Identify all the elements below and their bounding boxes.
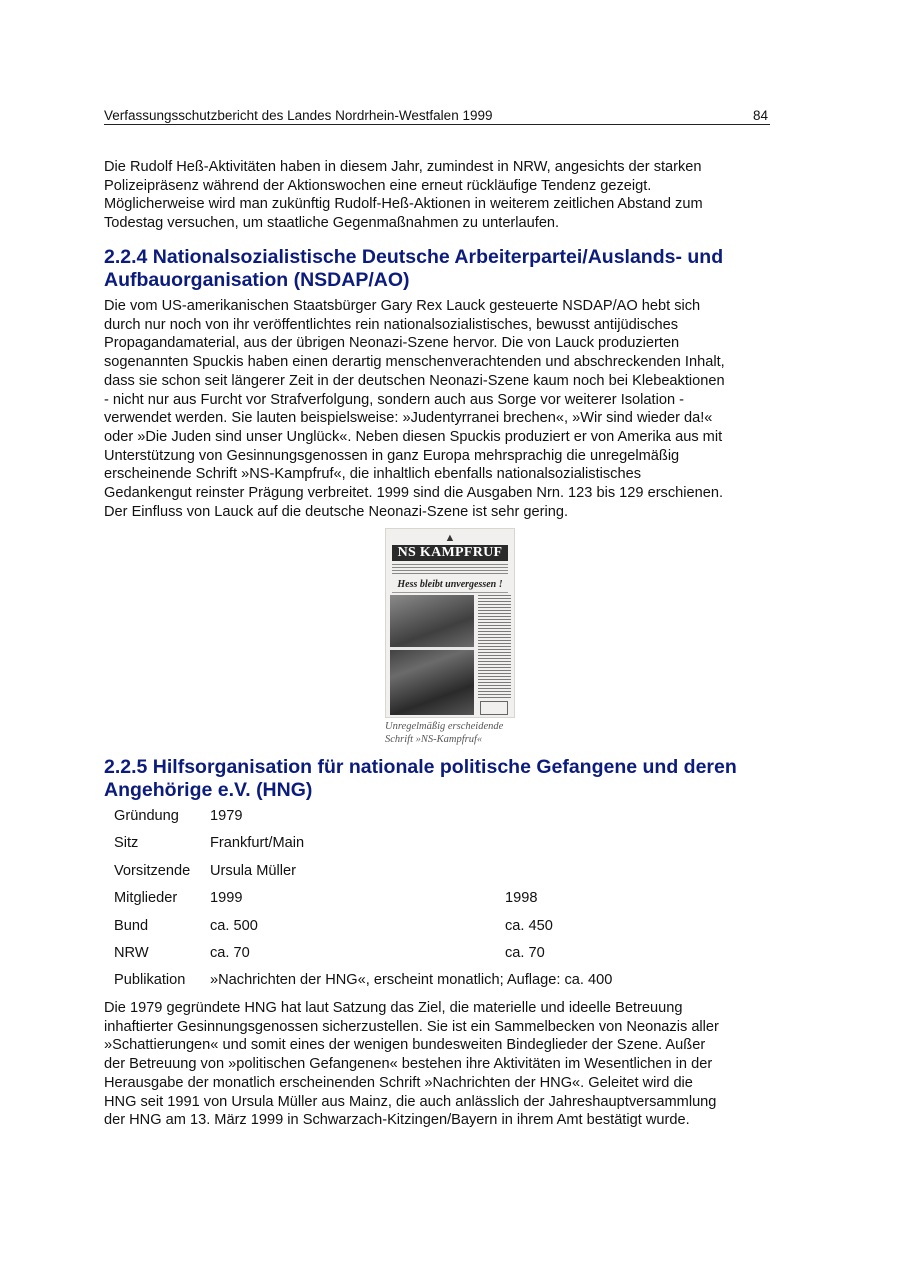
- text-line: Der Einfluss von Lauck auf die deutsche Neonazi-Szene ist sehr gering.: [104, 503, 569, 520]
- eagle-emblem-icon: ▲: [444, 532, 456, 544]
- hng-paragraph: [104, 999, 794, 1130]
- masthead-subline: [392, 564, 508, 574]
- nsdap-paragraph: [104, 297, 794, 521]
- section-heading-2-2-5: [104, 756, 794, 801]
- fact-value: 1999: [210, 890, 243, 907]
- fact-label: Bund: [114, 917, 149, 934]
- text-line: »Schattierungen« und somit eines der wenigen bundesweiten Bindeglieder der Szene. Außer: [104, 1037, 706, 1054]
- heading-line: Aufbauorganisation (NSDAP/AO): [104, 268, 410, 291]
- hng-facts-table: [114, 805, 774, 997]
- text-line: HNG seit 1991 von Ursula Müller aus Mainz, die auch anlässlich der Jahreshauptversammlung: [104, 1093, 717, 1110]
- fact-row: [114, 860, 774, 887]
- fact-label: Sitz: [114, 835, 139, 852]
- fact-row: [114, 915, 774, 942]
- fact-row: [114, 969, 774, 996]
- fact-value: Frankfurt/Main: [210, 835, 305, 852]
- fact-row: [114, 887, 774, 914]
- ns-kampfruf-figure: [385, 528, 515, 750]
- text-line: Propagandamaterial, aus der übrigen Neonazi-Szene hervor. Die von Lauck produzierten: [104, 335, 680, 352]
- fact-value: 1979: [210, 808, 243, 824]
- text-line: - nicht nur aus Furcht vor Strafverfolgung, sondern auch aus Sorge vor weiterer Isolation -: [104, 391, 684, 408]
- fact-label: Mitglieder: [114, 890, 178, 907]
- fact-row: [114, 942, 774, 969]
- newspaper-box: [480, 701, 508, 715]
- text-line: Todestag versuchen, um staatliche Gegenmaßnahmen zu unterlaufen.: [104, 215, 560, 232]
- text-line: Polizeipräsenz während der Aktionswochen eine erneut rückläufige Tendenz gezeigt.: [104, 177, 652, 194]
- text-line: verwendet werden. Sie lauten beispielsweise: »Judentyrranei brechen«, »Wir sind wieder da!«: [104, 410, 713, 427]
- fact-value: ca. 70: [210, 944, 250, 961]
- fact-label: NRW: [114, 944, 149, 961]
- text-line: oder »Die Juden sind unser Unglück«. Neben diesen Spuckis produziert er von Amerika aus mit: [104, 428, 723, 445]
- page-number: 84: [752, 108, 768, 123]
- fact-value-2: ca. 450: [505, 917, 553, 934]
- newspaper-image: [385, 528, 515, 718]
- section-heading-2-2-4: [104, 246, 794, 291]
- newspaper-text-column: [478, 595, 511, 699]
- heading-line: Angehörige e.V. (HNG): [104, 778, 313, 801]
- page-header: [104, 107, 770, 125]
- fact-label: Gründung: [114, 808, 179, 824]
- text-line: sogenannten Spuckis haben einen derartig menschenverachtenden und abschreckenden Inhalt,: [104, 354, 725, 371]
- heading-line: 2.2.4 Nationalsozialistische Deutsche Arbeiterpartei/Auslands- und: [104, 246, 724, 268]
- text-line: erscheinende Schrift »NS-Kampfruf«, die inhaltlich ebenfalls nationalsozialistisches: [104, 466, 642, 483]
- text-line: inhaftierter Gesinnungsgenossen sicherzustellen. Sie ist ein Sammelbecken von Neonazis aller: [104, 1018, 719, 1035]
- text-line: dass sie schon seit längerer Zeit in der deutschen Neonazi-Szene kaum noch bei Klebeaktionen: [104, 372, 725, 389]
- heading-line: 2.2.5 Hilfsorganisation für nationale politische Gefangene und deren: [104, 756, 737, 778]
- figure-caption: [385, 720, 525, 746]
- text-line: Gedankengut reinster Prägung verbreitet. 1999 sind die Ausgaben Nrn. 123 bis 129 erschienen.: [104, 485, 724, 502]
- fact-value: Ursula Müller: [210, 862, 296, 879]
- text-line: durch nur noch von ihr veröffentlichtes rein nationalsozialistisches, bewusst antijüdisches: [104, 316, 679, 333]
- caption-line: Schrift »NS-Kampfruf«: [385, 734, 483, 745]
- text-line: Unterstützung von Gesinnungsgenossen in ganz Europa mehrsprachig die unregelmäßig: [104, 447, 680, 464]
- fact-value: ca. 500: [210, 917, 258, 934]
- text-line: der Betreuung von »politischen Gefangenen« bestehen ihre Aktivitäten im Wesentlichen in der: [104, 1056, 713, 1073]
- text-line: Die 1979 gegründete HNG hat laut Satzung das Ziel, die materielle und ideelle Betreuung: [104, 1000, 683, 1016]
- fact-value-2: ca. 70: [505, 944, 545, 961]
- fact-value-2: 1998: [505, 890, 538, 907]
- text-line: der HNG am 13. März 1999 in Schwarzach-Kitzingen/Bayern in ihrem Amt bestätigt wurde.: [104, 1112, 690, 1129]
- intro-paragraph: [104, 158, 794, 233]
- text-line: Herausgabe der monatlich erscheinenden Schrift »Nachrichten der HNG«. Geleitet wird die: [104, 1074, 693, 1091]
- text-line: Möglicherweise wird man zukünftig Rudolf-Heß-Aktionen in weiterem zeitlichen Abstand zum: [104, 196, 703, 213]
- fact-row: [114, 805, 774, 832]
- header-title: Verfassungsschutzbericht des Landes Nordrhein-Westfalen 1999: [104, 108, 493, 123]
- text-line: Die Rudolf Heß-Aktivitäten haben in diesem Jahr, zumindest in NRW, angesichts der starken: [104, 159, 702, 175]
- fact-label: Publikation: [114, 972, 186, 989]
- text-line: Die vom US-amerikanischen Staatsbürger Gary Rex Lauck gesteuerte NSDAP/AO hebt sich: [104, 298, 701, 314]
- newspaper-photo: [390, 595, 474, 715]
- caption-line: Unregelmäßig erscheidende: [385, 721, 504, 732]
- fact-value: »Nachrichten der HNG«, erscheint monatlich; Auflage: ca. 400: [210, 972, 613, 989]
- fact-label: Vorsitzende: [114, 862, 191, 879]
- newspaper-masthead: NS KAMPFRUF: [392, 545, 508, 561]
- fact-row: [114, 832, 774, 859]
- newspaper-headline: Hess bleibt unvergessen !: [392, 578, 508, 593]
